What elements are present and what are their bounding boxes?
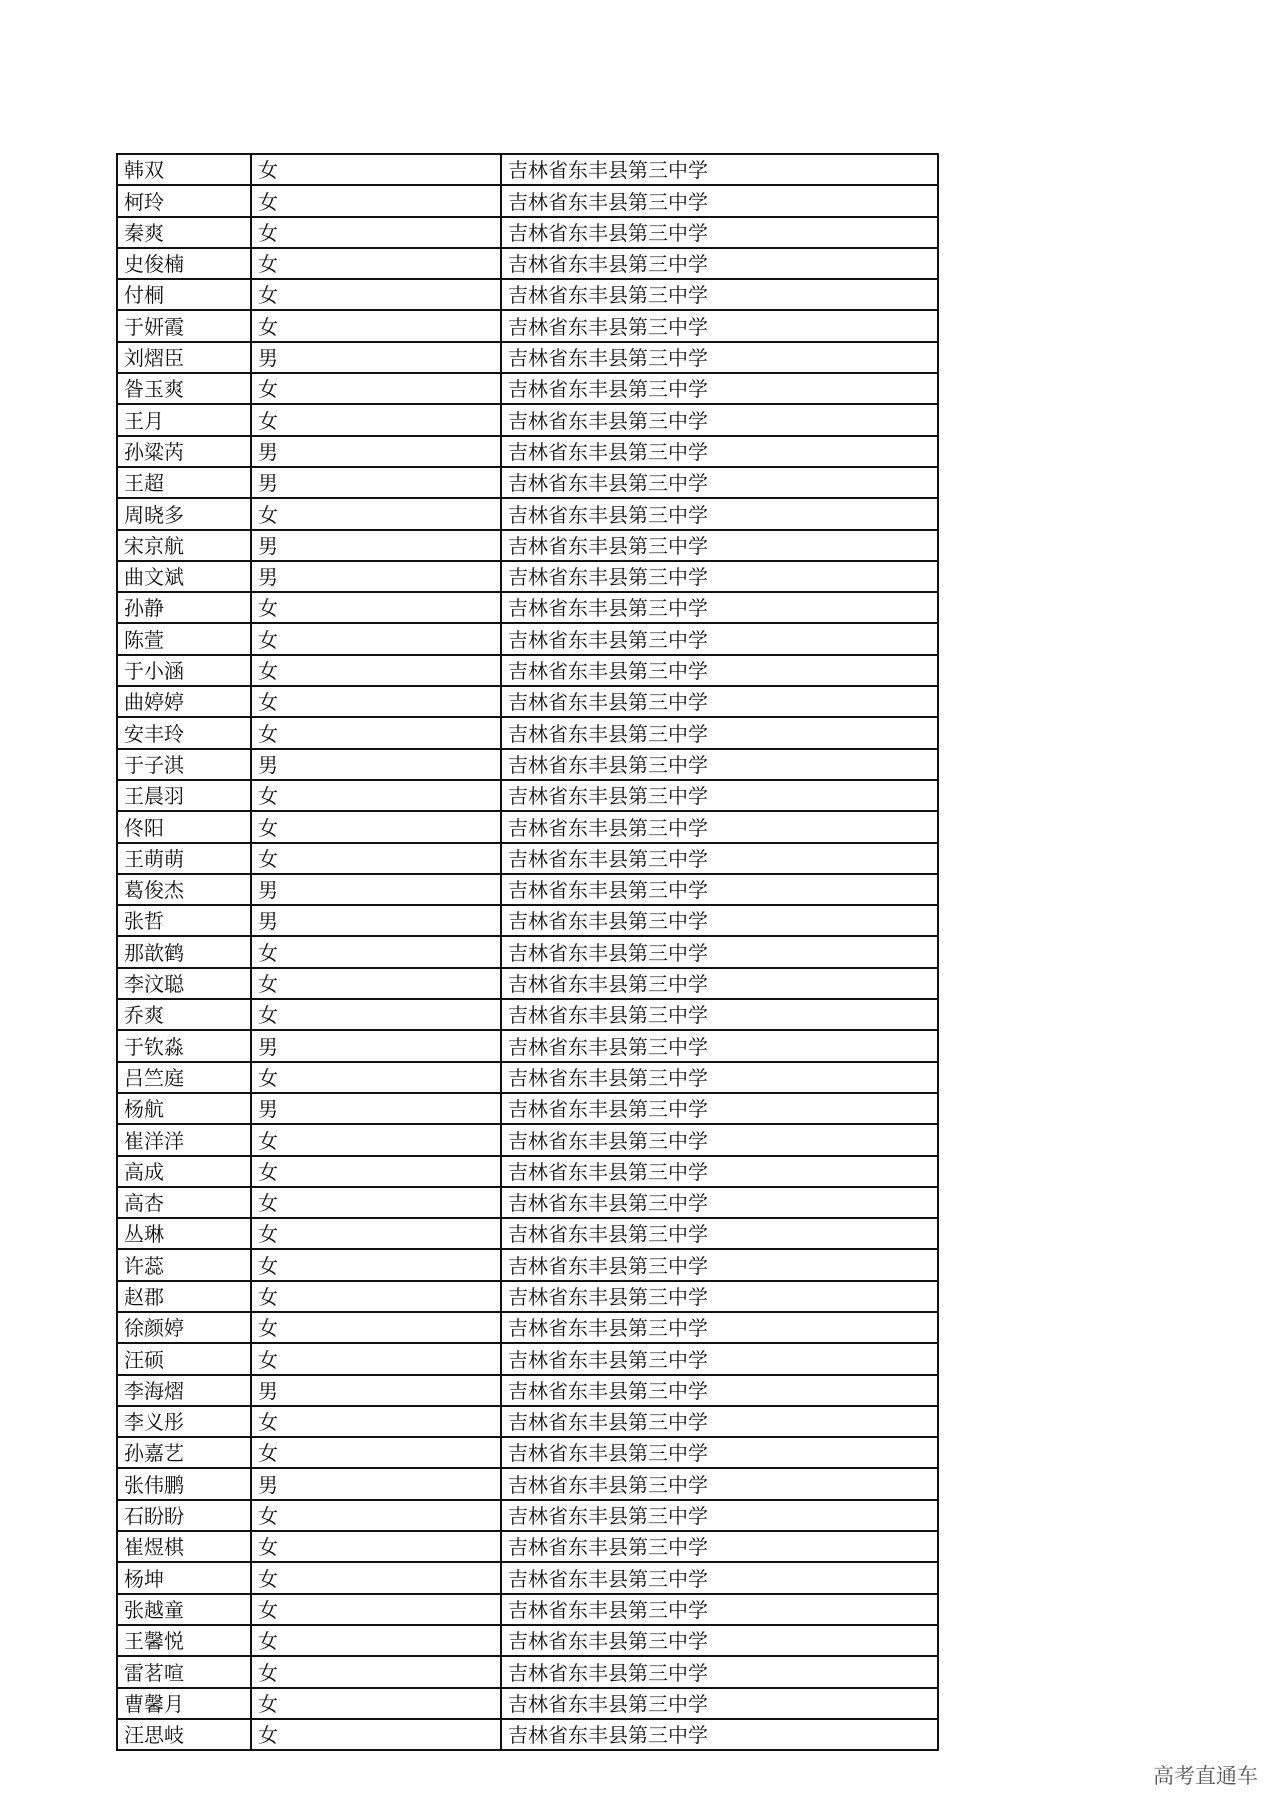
name-cell: 吕竺庭: [117, 1062, 251, 1093]
table-row: [117, 1156, 938, 1187]
school-cell: 吉林省东丰县第三中学: [501, 404, 938, 435]
gender-cell: 男: [251, 874, 501, 905]
school-cell: 吉林省东丰县第三中学: [501, 1562, 938, 1593]
name-cell: 李义彤: [117, 1406, 251, 1437]
school-cell: 吉林省东丰县第三中学: [501, 905, 938, 936]
table-row: [117, 1437, 938, 1468]
name-cell: 崔煜棋: [117, 1531, 251, 1562]
name-cell: 汪硕: [117, 1343, 251, 1374]
school-cell: 吉林省东丰县第三中学: [501, 811, 938, 842]
name-cell: 昝玉爽: [117, 373, 251, 404]
table-row: [117, 1281, 938, 1312]
watermark-text: 高考直通车: [1153, 1764, 1258, 1788]
name-cell: 刘熠臣: [117, 342, 251, 373]
name-cell: 孙静: [117, 592, 251, 623]
name-cell: 于子淇: [117, 749, 251, 780]
school-cell: 吉林省东丰县第三中学: [501, 217, 938, 248]
name-cell: 王萌萌: [117, 843, 251, 874]
school-cell: 吉林省东丰县第三中学: [501, 1093, 938, 1124]
school-cell: 吉林省东丰县第三中学: [501, 936, 938, 967]
school-cell: 吉林省东丰县第三中学: [501, 1281, 938, 1312]
table-row: [117, 248, 938, 279]
table-row: [117, 1093, 938, 1124]
gender-cell: 女: [251, 686, 501, 717]
gender-cell: 女: [251, 1218, 501, 1249]
gender-cell: 女: [251, 936, 501, 967]
school-cell: 吉林省东丰县第三中学: [501, 1468, 938, 1499]
gender-cell: 女: [251, 1187, 501, 1218]
name-cell: 张伟鹏: [117, 1468, 251, 1499]
table-row: [117, 686, 938, 717]
gender-cell: 女: [251, 310, 501, 341]
school-cell: 吉林省东丰县第三中学: [501, 999, 938, 1030]
school-cell: 吉林省东丰县第三中学: [501, 185, 938, 216]
gender-cell: 女: [251, 154, 501, 185]
gender-cell: 女: [251, 498, 501, 529]
name-cell: 孙粱芮: [117, 436, 251, 467]
table-row: [117, 1062, 938, 1093]
school-cell: 吉林省东丰县第三中学: [501, 1625, 938, 1656]
gender-cell: 女: [251, 592, 501, 623]
name-cell: 周晓多: [117, 498, 251, 529]
school-cell: 吉林省东丰县第三中学: [501, 436, 938, 467]
gender-cell: 女: [251, 217, 501, 248]
name-cell: 葛俊杰: [117, 874, 251, 905]
name-cell: 雷茗喧: [117, 1656, 251, 1687]
gender-cell: 女: [251, 1312, 501, 1343]
school-cell: 吉林省东丰县第三中学: [501, 1249, 938, 1280]
table-row: [117, 1375, 938, 1406]
name-cell: 张哲: [117, 905, 251, 936]
table-row: [117, 310, 938, 341]
gender-cell: 女: [251, 811, 501, 842]
gender-cell: 女: [251, 999, 501, 1030]
name-cell: 王超: [117, 467, 251, 498]
table-row: [117, 217, 938, 248]
table-row: [117, 1406, 938, 1437]
school-cell: 吉林省东丰县第三中学: [501, 717, 938, 748]
gender-cell: 女: [251, 1688, 501, 1719]
school-cell: 吉林省东丰县第三中学: [501, 874, 938, 905]
name-cell: 杨坤: [117, 1562, 251, 1593]
name-cell: 李海熠: [117, 1375, 251, 1406]
school-cell: 吉林省东丰县第三中学: [501, 1437, 938, 1468]
gender-cell: 女: [251, 1656, 501, 1687]
school-cell: 吉林省东丰县第三中学: [501, 342, 938, 373]
name-cell: 徐颜婷: [117, 1312, 251, 1343]
table-row: [117, 467, 938, 498]
gender-cell: 女: [251, 373, 501, 404]
school-cell: 吉林省东丰县第三中学: [501, 467, 938, 498]
name-cell: 李汶聪: [117, 968, 251, 999]
table-row: [117, 1249, 938, 1280]
gender-cell: 女: [251, 248, 501, 279]
name-cell: 秦爽: [117, 217, 251, 248]
school-cell: 吉林省东丰县第三中学: [501, 248, 938, 279]
school-cell: 吉林省东丰县第三中学: [501, 1719, 938, 1750]
name-cell: 赵郡: [117, 1281, 251, 1312]
name-cell: 那歆鹤: [117, 936, 251, 967]
name-cell: 张越童: [117, 1594, 251, 1625]
table-row: [117, 436, 938, 467]
table-row: [117, 874, 938, 905]
gender-cell: 女: [251, 1437, 501, 1468]
table-row: [117, 1468, 938, 1499]
school-cell: 吉林省东丰县第三中学: [501, 154, 938, 185]
table-row: [117, 1594, 938, 1625]
gender-cell: 男: [251, 467, 501, 498]
gender-cell: 女: [251, 655, 501, 686]
school-cell: 吉林省东丰县第三中学: [501, 498, 938, 529]
school-cell: 吉林省东丰县第三中学: [501, 1531, 938, 1562]
school-cell: 吉林省东丰县第三中学: [501, 1688, 938, 1719]
name-cell: 佟阳: [117, 811, 251, 842]
gender-cell: 男: [251, 1030, 501, 1061]
table-row: [117, 1562, 938, 1593]
school-cell: 吉林省东丰县第三中学: [501, 780, 938, 811]
name-cell: 高杏: [117, 1187, 251, 1218]
name-cell: 柯玲: [117, 185, 251, 216]
table-row: [117, 1531, 938, 1562]
gender-cell: 女: [251, 1343, 501, 1374]
name-cell: 石盼盼: [117, 1500, 251, 1531]
table-row: [117, 1124, 938, 1155]
table-row: [117, 1656, 938, 1687]
name-cell: 汪思岐: [117, 1719, 251, 1750]
gender-cell: 男: [251, 1468, 501, 1499]
student-table: [116, 153, 939, 1751]
table-row: [117, 1187, 938, 1218]
table-row: [117, 1312, 938, 1343]
table-row: [117, 717, 938, 748]
name-cell: 于小涵: [117, 655, 251, 686]
gender-cell: 女: [251, 1719, 501, 1750]
school-cell: 吉林省东丰县第三中学: [501, 1312, 938, 1343]
gender-cell: 女: [251, 968, 501, 999]
school-cell: 吉林省东丰县第三中学: [501, 592, 938, 623]
gender-cell: 女: [251, 1062, 501, 1093]
table-row: [117, 968, 938, 999]
name-cell: 陈萱: [117, 623, 251, 654]
gender-cell: 女: [251, 1594, 501, 1625]
gender-cell: 女: [251, 1124, 501, 1155]
student-table-body: [117, 154, 938, 1750]
table-row: [117, 342, 938, 373]
table-row: [117, 749, 938, 780]
name-cell: 于妍霞: [117, 310, 251, 341]
table-row: [117, 1500, 938, 1531]
name-cell: 高成: [117, 1156, 251, 1187]
school-cell: 吉林省东丰县第三中学: [501, 279, 938, 310]
table-row: [117, 843, 938, 874]
gender-cell: 女: [251, 1281, 501, 1312]
gender-cell: 男: [251, 342, 501, 373]
table-row: [117, 905, 938, 936]
table-row: [117, 999, 938, 1030]
table-row: [117, 655, 938, 686]
name-cell: 杨航: [117, 1093, 251, 1124]
school-cell: 吉林省东丰县第三中学: [501, 1406, 938, 1437]
gender-cell: 男: [251, 530, 501, 561]
gender-cell: 女: [251, 1562, 501, 1593]
gender-cell: 女: [251, 1249, 501, 1280]
gender-cell: 女: [251, 185, 501, 216]
gender-cell: 男: [251, 436, 501, 467]
school-cell: 吉林省东丰县第三中学: [501, 1375, 938, 1406]
name-cell: 曲婷婷: [117, 686, 251, 717]
gender-cell: 女: [251, 1625, 501, 1656]
table-row: [117, 530, 938, 561]
table-row: [117, 373, 938, 404]
table-row: [117, 811, 938, 842]
gender-cell: 女: [251, 1531, 501, 1562]
table-row: [117, 936, 938, 967]
gender-cell: 男: [251, 1093, 501, 1124]
name-cell: 王晨羽: [117, 780, 251, 811]
name-cell: 宋京航: [117, 530, 251, 561]
name-cell: 孙嘉艺: [117, 1437, 251, 1468]
school-cell: 吉林省东丰县第三中学: [501, 749, 938, 780]
school-cell: 吉林省东丰县第三中学: [501, 1062, 938, 1093]
table-row: [117, 1218, 938, 1249]
table-row: [117, 561, 938, 592]
table-row: [117, 1719, 938, 1750]
gender-cell: 女: [251, 404, 501, 435]
name-cell: 乔爽: [117, 999, 251, 1030]
name-cell: 丛琳: [117, 1218, 251, 1249]
school-cell: 吉林省东丰县第三中学: [501, 530, 938, 561]
table-row: [117, 279, 938, 310]
school-cell: 吉林省东丰县第三中学: [501, 968, 938, 999]
table-row: [117, 185, 938, 216]
school-cell: 吉林省东丰县第三中学: [501, 623, 938, 654]
table-row: [117, 154, 938, 185]
name-cell: 许蕊: [117, 1249, 251, 1280]
gender-cell: 女: [251, 843, 501, 874]
gender-cell: 女: [251, 279, 501, 310]
school-cell: 吉林省东丰县第三中学: [501, 561, 938, 592]
gender-cell: 女: [251, 623, 501, 654]
school-cell: 吉林省东丰县第三中学: [501, 1156, 938, 1187]
table-row: [117, 1343, 938, 1374]
name-cell: 于钦淼: [117, 1030, 251, 1061]
gender-cell: 男: [251, 749, 501, 780]
table-row: [117, 498, 938, 529]
school-cell: 吉林省东丰县第三中学: [501, 1187, 938, 1218]
gender-cell: 男: [251, 1375, 501, 1406]
table-row: [117, 1030, 938, 1061]
table-row: [117, 1625, 938, 1656]
table-row: [117, 1688, 938, 1719]
gender-cell: 女: [251, 780, 501, 811]
gender-cell: 女: [251, 1500, 501, 1531]
gender-cell: 女: [251, 717, 501, 748]
gender-cell: 女: [251, 1406, 501, 1437]
gender-cell: 男: [251, 905, 501, 936]
name-cell: 曲文斌: [117, 561, 251, 592]
school-cell: 吉林省东丰县第三中学: [501, 373, 938, 404]
school-cell: 吉林省东丰县第三中学: [501, 1124, 938, 1155]
table-row: [117, 404, 938, 435]
school-cell: 吉林省东丰县第三中学: [501, 1343, 938, 1374]
name-cell: 韩双: [117, 154, 251, 185]
school-cell: 吉林省东丰县第三中学: [501, 1656, 938, 1687]
name-cell: 王月: [117, 404, 251, 435]
school-cell: 吉林省东丰县第三中学: [501, 655, 938, 686]
name-cell: 付桐: [117, 279, 251, 310]
name-cell: 史俊楠: [117, 248, 251, 279]
table-row: [117, 592, 938, 623]
gender-cell: 男: [251, 561, 501, 592]
school-cell: 吉林省东丰县第三中学: [501, 686, 938, 717]
table-row: [117, 780, 938, 811]
school-cell: 吉林省东丰县第三中学: [501, 1218, 938, 1249]
school-cell: 吉林省东丰县第三中学: [501, 1030, 938, 1061]
name-cell: 曹馨月: [117, 1688, 251, 1719]
school-cell: 吉林省东丰县第三中学: [501, 310, 938, 341]
table-row: [117, 623, 938, 654]
school-cell: 吉林省东丰县第三中学: [501, 1500, 938, 1531]
name-cell: 王馨悦: [117, 1625, 251, 1656]
school-cell: 吉林省东丰县第三中学: [501, 843, 938, 874]
gender-cell: 女: [251, 1156, 501, 1187]
name-cell: 安丰玲: [117, 717, 251, 748]
name-cell: 崔洋洋: [117, 1124, 251, 1155]
school-cell: 吉林省东丰县第三中学: [501, 1594, 938, 1625]
